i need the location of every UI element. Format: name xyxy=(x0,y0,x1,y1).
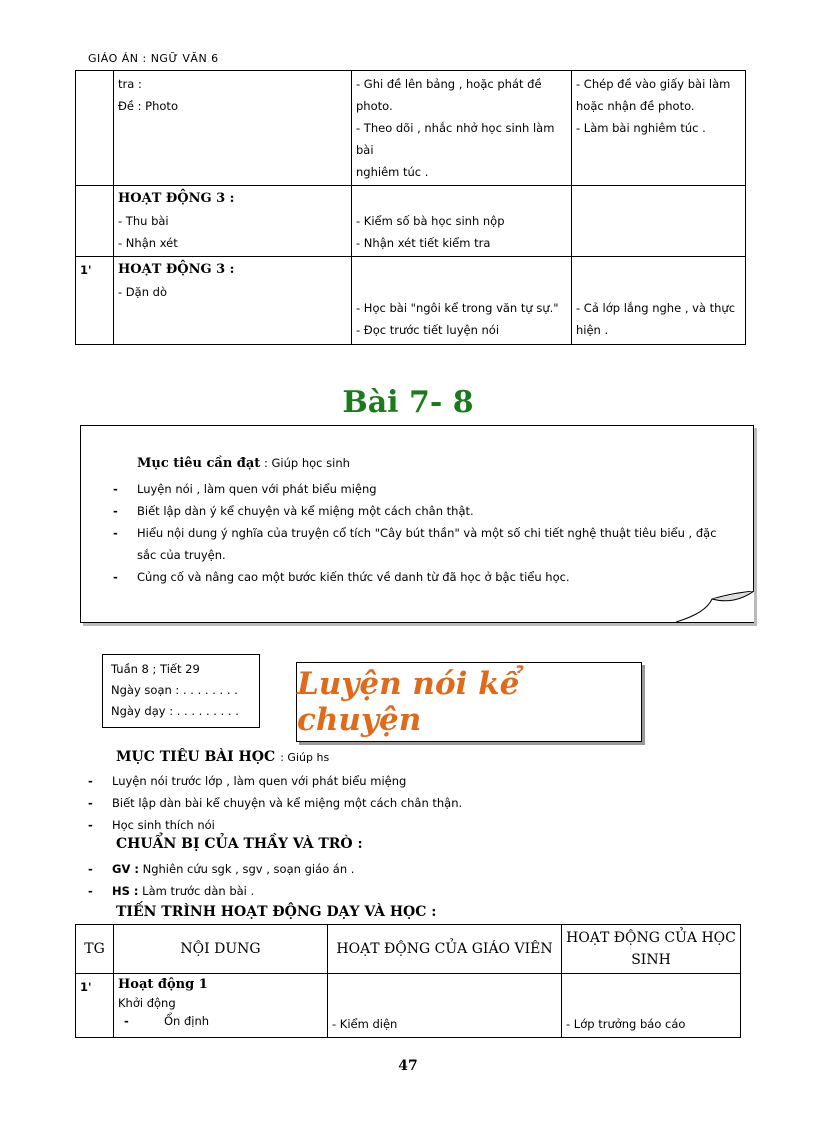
activity-heading: HOẠT ĐỘNG 3 : xyxy=(118,191,235,206)
tg-cell xyxy=(76,186,114,257)
objective-item: - Củng cố và nâng cao một bước kiến thức về danh từ đã học ở bậc tiểu học. xyxy=(107,566,737,588)
table-row xyxy=(76,186,746,257)
student-cell xyxy=(572,257,746,345)
teacher-line: - Đọc trước tiết luyện nói xyxy=(356,323,500,337)
activity-heading: HOẠT ĐỘNG 3 : xyxy=(118,262,235,277)
prep-item xyxy=(82,880,742,902)
prep-text: Làm trước dàn bài . xyxy=(142,884,255,898)
student-line: hiện . xyxy=(576,323,609,337)
activity-table-continued xyxy=(75,70,746,345)
teacher-line: nghiêm túc . xyxy=(356,165,429,179)
table-row xyxy=(76,71,746,186)
content-line: - Dặn dò xyxy=(118,285,167,299)
content-line: Khởi động xyxy=(118,996,176,1010)
col-header-content: NỘI DUNG xyxy=(114,925,328,974)
table-header-row xyxy=(76,925,741,974)
tg-cell: 1' xyxy=(76,974,114,1038)
teacher-line: - Theo dõi , nhắc nhở học sinh làm bài xyxy=(356,121,555,157)
tg-cell xyxy=(76,71,114,186)
content-line: tra : xyxy=(118,77,142,91)
teacher-line: photo. xyxy=(356,99,393,113)
teacher-cell xyxy=(352,71,572,186)
table-row xyxy=(76,974,741,1038)
content-cell xyxy=(114,974,328,1038)
goal-item: - Biết lập dàn bài kể chuyện và kể miệng một cách chân thận. xyxy=(82,792,742,814)
process-table xyxy=(75,924,741,1038)
content-line: - Nhận xét xyxy=(118,236,178,250)
week-period: Tuần 8 ; Tiết 29 xyxy=(111,662,200,676)
page-header: GIÁO ÁN : NGỮ VĂN 6 xyxy=(88,52,219,65)
student-line: - Cả lớp lắng nghe , và thực xyxy=(576,301,736,315)
page-curl-icon xyxy=(676,591,754,623)
student-cell xyxy=(562,974,741,1038)
col-header-teacher: HOẠT ĐỘNG CỦA GIÁO VIÊN xyxy=(328,925,562,974)
teacher-line: - Ghi đề lên bảng , hoặc phát đề xyxy=(356,77,542,91)
goal-item: - Học sinh thích nói xyxy=(82,814,742,836)
goal-item: - Luyện nói trước lớp , làm quen với phát biểu miệng xyxy=(82,770,742,792)
student-cell xyxy=(572,186,746,257)
prep-text: Nghiên cứu sgk , sgv , soạn giáo án . xyxy=(142,862,355,876)
prep-item xyxy=(82,858,742,880)
objectives-suffix: : Giúp học sinh xyxy=(263,456,350,470)
col-header-student: HOẠT ĐỘNG CỦA HỌC SINH xyxy=(562,925,741,974)
content-line: - Thu bài xyxy=(118,214,169,228)
content-bullet: - Ổn định xyxy=(118,1012,323,1030)
objectives-label: Mục tiêu cần đạt xyxy=(137,456,261,471)
teacher-cell xyxy=(352,257,572,345)
activity-heading: Hoạt động 1 xyxy=(118,977,208,992)
student-line: - Làm bài nghiêm túc . xyxy=(576,121,706,135)
lesson-info-box xyxy=(102,654,260,728)
teacher-cell xyxy=(328,974,562,1038)
teacher-line: - Kiểm diện xyxy=(332,1017,398,1031)
teacher-line: - Kiểm số bà học sinh nộp xyxy=(356,214,505,228)
table-row xyxy=(76,257,746,345)
student-line: - Lớp trưởng báo cáo xyxy=(566,1017,686,1031)
teacher-line: - Nhận xét tiết kiểm tra xyxy=(356,236,491,250)
prep-date: Ngày soạn : . . . . . . . . xyxy=(111,683,238,697)
prep-who: HS : xyxy=(112,884,139,898)
teach-date: Ngày dạy : . . . . . . . . . xyxy=(111,704,239,718)
content-cell xyxy=(114,186,352,257)
student-line: - Chép đề vào giấy bài làm xyxy=(576,77,731,91)
objective-item: - Luyện nói , làm quen với phát biểu miệng xyxy=(107,478,737,500)
lesson-unit-title: Bài 7- 8 xyxy=(342,385,474,420)
col-header-tg: TG xyxy=(76,925,114,974)
lesson-goals-heading: MỤC TIÊU BÀI HỌC xyxy=(116,749,276,765)
content-cell xyxy=(114,257,352,345)
prep-who: GV : xyxy=(112,862,139,876)
teacher-line: - Học bài "ngôi kể trong văn tự sự." xyxy=(356,301,559,315)
tg-cell: 1' xyxy=(76,257,114,345)
objectives-box xyxy=(80,425,754,623)
page-number: 47 xyxy=(398,1058,418,1074)
content-line: Đề : Photo xyxy=(118,99,178,113)
lesson-goals-suffix: : Giúp hs xyxy=(280,751,330,764)
objective-item: - Hiểu nội dung ý nghĩa của truyện cổ tích "Cây bút thần" và một số chi tiết nghệ thuật tiêu biểu , đặc sắc của truyện. xyxy=(107,522,737,566)
prep-heading: CHUẨN BỊ CỦA THẦY VÀ TRÒ : xyxy=(116,836,363,852)
student-cell xyxy=(572,71,746,186)
objective-item: - Biết lập dàn ý kể chuyện và kể miệng một cách chân thật. xyxy=(107,500,737,522)
teacher-cell xyxy=(352,186,572,257)
student-line: hoặc nhận đề photo. xyxy=(576,99,695,113)
lesson-title-banner: Luyện nói kể chuyện xyxy=(296,662,642,742)
content-cell xyxy=(114,71,352,186)
process-heading: TIẾN TRÌNH HOẠT ĐỘNG DẠY VÀ HỌC : xyxy=(116,904,437,920)
lesson-goals-heading-row xyxy=(116,746,329,765)
